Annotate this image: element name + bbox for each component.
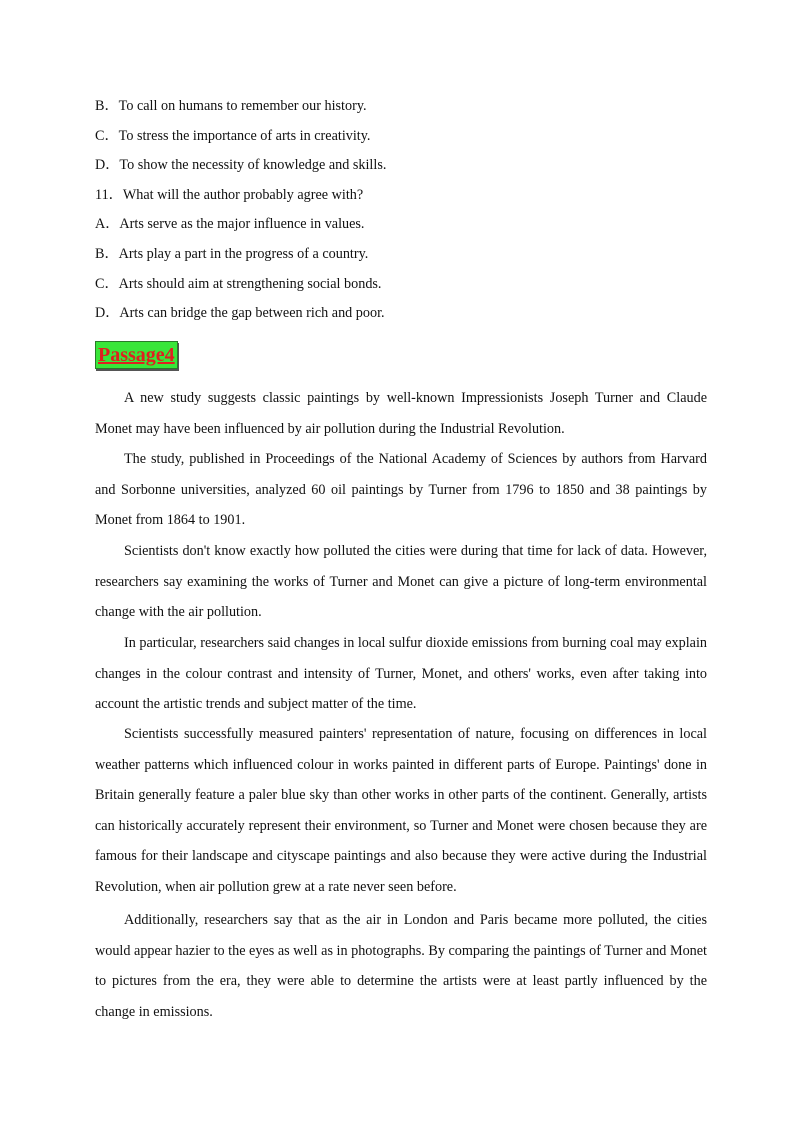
passage-paragraph-5: Scientists successfully measured painters' representation of nature, focusing on differences in local weather patterns which influenced colour in works painted in different parts of Europe. Paintings' done in Britain generally feature a paler blue sky than other works in other parts of the continent. Generally, artists can historically accurately represent their environment, so Turner and Monet were chosen because they are famous for their landscape and cityscape paintings and also because they were active during the Industrial Revolution, when air pollution grew at a rate never seen before. [95,726,707,895]
q11-option-c: C．Arts should aim at strengthening social bonds. [95,276,382,292]
q11-option-b: B．Arts play a part in the progress of a country. [95,246,369,262]
q11-option-d: D．Arts can bridge the gap between rich and poor. [95,305,385,321]
q11-stem: 11．What will the author probably agree with? [95,187,364,203]
passage-paragraph-4: In particular, researchers said changes in local sulfur dioxide emissions from burning coal may explain changes in the colour contrast and intensity of Turner, Monet, and others' works, even after taking into account the artistic trends and subject matter of the time. [95,635,707,712]
passage-paragraph-3: Scientists don't know exactly how polluted the cities were during that time for lack of data. However, researchers say examining the works of Turner and Monet can give a picture of long-term environmental change with the air pollution. [95,543,707,620]
passage-paragraph-6: Additionally, researchers say that as the air in London and Paris became more polluted, the cities would appear hazier to the eyes as well as in photographs. By comparing the paintings of Turner and Monet to pictures from the era, they were able to determine the artists were at least partly influenced by the change in emissions. [95,912,707,1020]
passage-paragraph-2: The study, published in Proceedings of the National Academy of Sciences by authors from Harvard and Sorbonne universities, analyzed 60 oil paintings by Turner from 1796 to 1850 and 38 paintings by Monet from 1864 to 1901. [95,451,707,528]
passage-paragraph-1: A new study suggests classic paintings by well-known Impressionists Joseph Turner and Claude Monet may have been influenced by air pollution during the Industrial Revolution. [95,390,707,437]
q10-option-d: D．To show the necessity of knowledge and skills. [95,157,387,173]
q11-option-a: A．Arts serve as the major influence in values. [95,216,365,232]
q10-option-b: B．To call on humans to remember our history. [95,98,367,114]
passage-heading: Passage4 [95,341,178,369]
q10-option-c: C．To stress the importance of arts in creativity. [95,128,371,144]
